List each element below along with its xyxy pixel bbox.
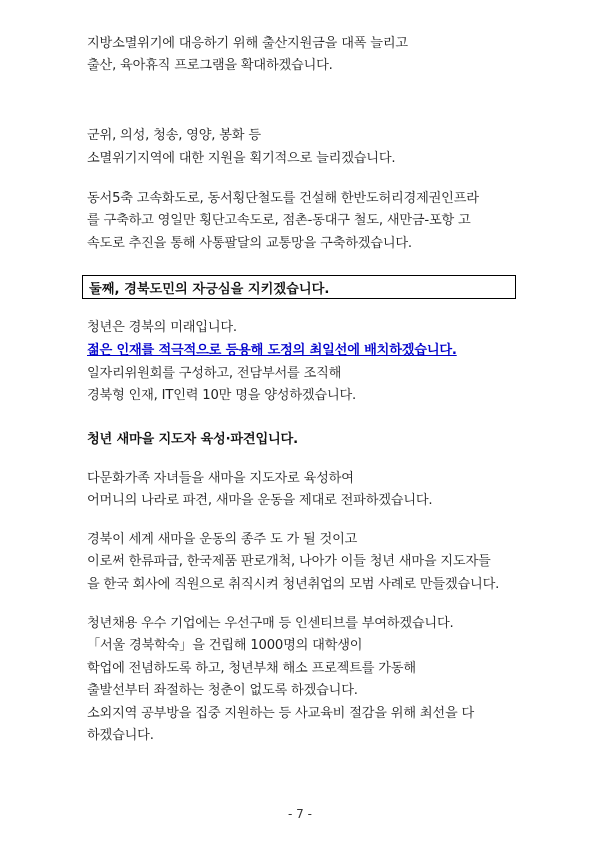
text-line: 를 구축하고 영일만 횡단고속도로, 점촌-동대구 철도, 새만금-포항 고 [87,213,471,228]
text-line: 이로써 한류파급, 한국제품 판로개척, 나아가 이들 청년 새마을 지도자들 [87,554,491,569]
text-line: 다문화가족 자녀들을 새마을 지도자로 육성하여 [87,471,354,486]
text-line: 일자리위원회를 구성하고, 전담부서를 조직해 [87,366,342,381]
text-line: 청년은 경북의 미래입니다. [87,320,237,335]
text-line: 군위, 의성, 청송, 영양, 봉화 등 [87,128,261,143]
text-line: 소멸위기지역에 대한 지원을 획기적으로 늘리겠습니다. [87,151,396,166]
text-line: 어머니의 나라로 파견, 새마을 운동을 제대로 전파하겠습니다. [87,493,433,508]
text-line: 학업에 전념하도록 하고, 청년부채 해소 프로젝트를 가동해 [87,661,416,676]
emphasized-line: 젊은 인재를 적극적으로 등용해 도정의 최일선에 배치하겠습니다. [87,343,457,358]
section-heading-box [82,275,516,299]
text-line: 소외지역 공부방을 집중 지원하는 등 사교육비 절감을 위해 최선을 다 [87,706,475,721]
text-line: 청년채용 우수 기업에는 우선구매 등 인센티브를 부여하겠습니다. [87,616,454,631]
text-line: 하겠습니다. [87,728,154,743]
text-line: 출산, 육아휴직 프로그램을 확대하겠습니다. [87,58,333,73]
text-line: 「서울 경북학숙」을 건립해 1000명의 대학생이 [87,638,363,653]
section-heading: 둘째, 경북도민의 자긍심을 지키겠습니다. [89,282,330,297]
text-line: 경북형 인재, IT인력 10만 명을 양성하겠습니다. [87,388,357,403]
text-line: 출발선부터 좌절하는 청춘이 없도록 하겠습니다. [87,683,358,698]
text-line: 지방소멸위기에 대응하기 위해 출산지원금을 대폭 늘리고 [87,36,408,51]
text-line: 경북이 세계 새마을 운동의 종주 도 가 될 것이고 [87,532,358,547]
page-number: - 7 - [288,807,312,821]
text-line: 동서5축 고속화도로, 동서횡단철도를 건설해 한반도허리경제권인프라 [87,191,479,206]
bold-heading: 청년 새마을 지도자 육성·파견입니다. [87,432,298,447]
text-line: 속도로 추진을 통해 사통팔달의 교통망을 구축하겠습니다. [87,236,412,251]
text-line: 을 한국 회사에 직원으로 취직시켜 청년취업의 모범 사례로 만들겠습니다. [87,577,500,592]
